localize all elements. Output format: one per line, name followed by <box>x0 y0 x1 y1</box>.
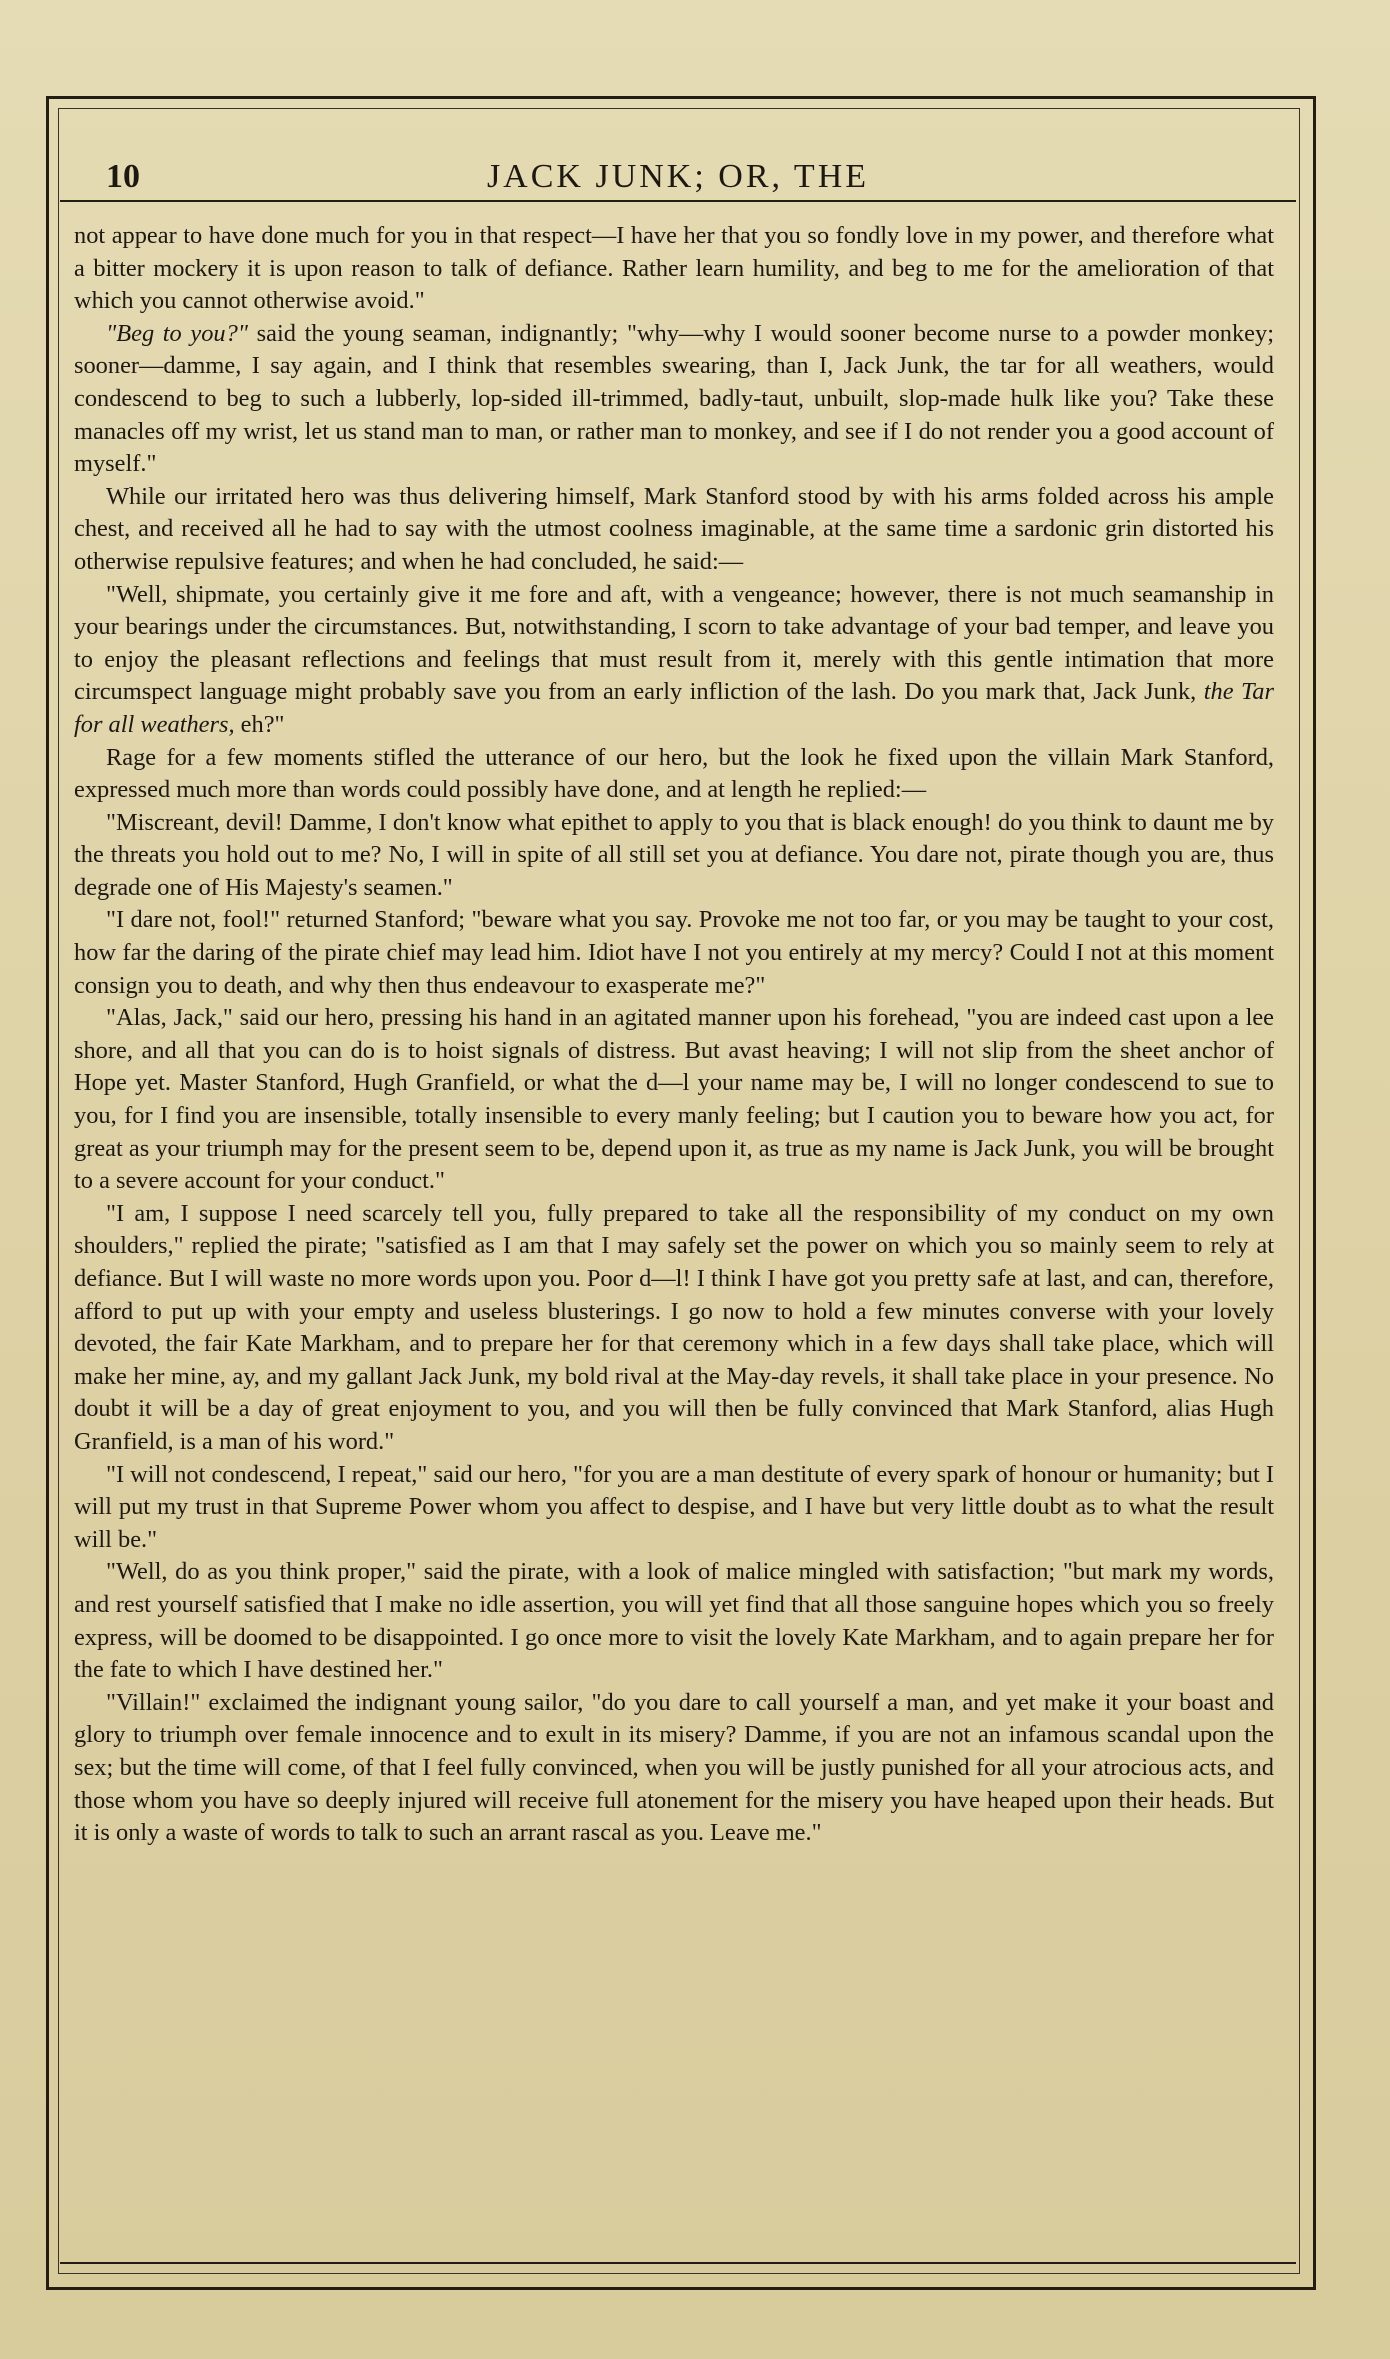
paragraph: not appear to have done much for you in that respect—I have her that you so fondly love in my power, and therefore what a bitter mockery it is upon reason to talk of defiance. Rather learn humility, and beg to me for the amelioration of that which you cannot otherwise avoid." <box>74 222 1274 315</box>
page-number: 10 <box>106 158 140 195</box>
paragraph: "Miscreant, devil! Damme, I don't know what epithet to apply to you that is black enough! do you think to daunt me by the threats you hold out to me? No, I will in spite of all still set you at defiance. You dare not, pirate though you are, thus degrade one of His Majesty's seamen." <box>74 808 1274 901</box>
body-text <box>74 220 1274 2260</box>
paragraph: Rage for a few moments stifled the utterance of our hero, but the look he fixed upon the villain Mark Stanford, expressed much more than words could possibly have done, and at length he replied:— <box>74 743 1274 804</box>
paragraph: "Well, do as you think proper," said the pirate, with a look of malice mingled with satisfaction; "but mark my words, and rest yourself satisfied that I make no idle assertion, you will yet find that all those sanguine hopes which you so freely express, will be doomed to be disappointed. I go once more to visit the lovely Kate Markham, and to again prepare her for the fate to which I have destined her." <box>74 1558 1274 1684</box>
paragraph: "Alas, Jack," said our hero, pressing his hand in an agitated manner upon his forehead, "you are indeed cast upon a lee shore, and all that you can do is to hoist signals of distress. But avast heaving; I will not slip from the sheet anchor of Hope yet. Master Stanford, Hugh Granfield, or what the d—l your name may be, I will no longer condescend to sue to you, for I find you are insensible, totally insensible to every manly feeling; but I caution you to beware how you act, for great as your triumph may for the present seem to be, depend upon it, as true as my name is Jack Junk, you will be brought to a severe account for your conduct." <box>74 1004 1274 1195</box>
paragraph: While our irritated hero was thus delivering himself, Mark Stanford stood by with his arms folded across his ample chest, and received all he had to say with the utmost coolness imaginable, at the same time a sardonic grin distorted his otherwise repulsive features; and when he had concluded, he said:— <box>74 482 1274 575</box>
paragraph: "Well, shipmate, you certainly give it me fore and aft, with a vengeance; however, there is not much seamanship in your bearings under the circumstances. But, notwithstanding, I scorn to take advantage of your bad temper, and leave you to enjoy the pleasant reflections and feelings that must result from it, merely with this gentle intimation that more circumspect language might probably save you from an early infliction of the lash. Do you mark that, Jack Junk, the Tar for all weathers, eh?" <box>74 580 1274 738</box>
paragraph: "I dare not, fool!" returned Stanford; "beware what you say. Provoke me not too far, or you may be taught to your cost, how far the daring of the pirate chief may lead him. Idiot have I not you entirely at my mercy? Could I not at this moment consign you to death, and why then thus endeavour to exasperate me?" <box>74 906 1274 999</box>
footer-rule <box>60 2262 1296 2264</box>
page-header <box>60 152 1296 202</box>
paragraph: "I am, I suppose I need scarcely tell you, fully prepared to take all the responsibility of my conduct on my own shoulders," replied the pirate; "satisfied as I am that I may safely set the power on which you so mainly seem to rely at defiance. But I will waste no more words upon you. Poor d—l! I think I have got you pretty safe at last, and can, therefore, afford to put up with your empty and useless blusterings. I go now to hold a few minutes converse with your lovely devoted, the fair Kate Markham, and to prepare her for that ceremony which in a few days shall take place, which will make her mine, ay, and my gallant Jack Junk, my bold rival at the May-day revels, it shall take place in your presence. No doubt it will be a day of great enjoyment to you, and you will then be fully convinced that Mark Stanford, alias Hugh Granfield, is a man of his word." <box>74 1199 1274 1455</box>
paragraph: "I will not condescend, I repeat," said our hero, "for you are a man destitute of every spark of honour or humanity; but I will put my trust in that Supreme Power whom you affect to despise, and I have but very little doubt as to what the result will be." <box>74 1460 1274 1553</box>
paragraph: "Villain!" exclaimed the indignant young sailor, "do you dare to call yourself a man, and yet make it your boast and glory to triumph over female innocence and to exult in its misery? Damme, if you are not an infamous scandal upon the sex; but the time will come, of that I feel fully convinced, when you will be justly punished for all your atrocious acts, and those whom you have so deeply injured will receive full atonement for the misery you have heaped upon their heads. But it is only a waste of words to talk to such an arrant rascal as you. Leave me." <box>74 1688 1274 1847</box>
paragraph: "Beg to you?" said the young seaman, indignantly; "why—why I would sooner become nurse to a powder monkey; sooner—damme, I say again, and I think that resembles swearing, than I, Jack Junk, the tar for all weathers, would condescend to beg to such a lubberly, lop-sided ill-trimmed, badly-taut, unbuilt, slop-made hulk like you? Take these manacles off my wrist, let us stand man to man, or rather man to monkey, and see if I do not render you a good account of myself." <box>74 319 1274 478</box>
running-title: JACK JUNK; OR, THE <box>486 158 870 195</box>
header-rule <box>60 200 1296 202</box>
